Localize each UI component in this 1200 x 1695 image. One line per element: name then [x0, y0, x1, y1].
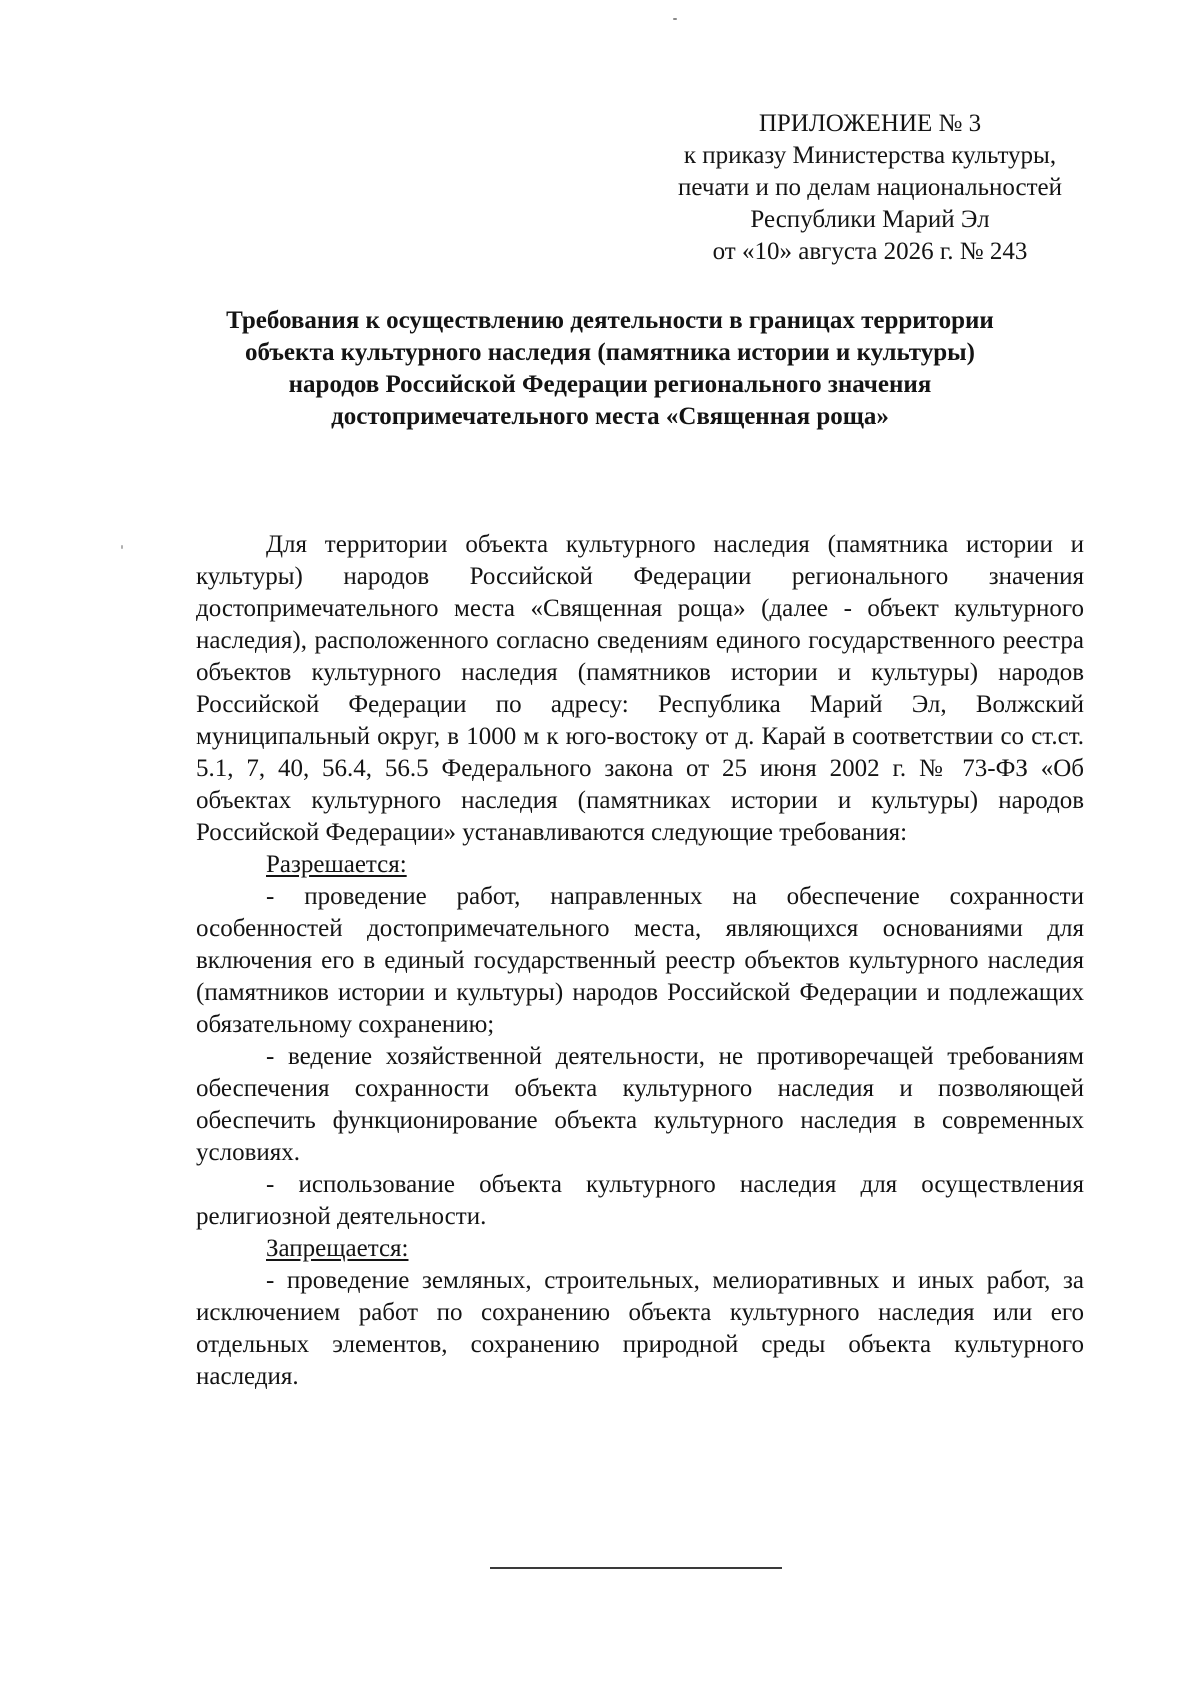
forbidden-item: - проведение земляных, строительных, мелиоративных и иных работ, за исключением работ по сохранению объекта культурного наследия или его отдельных элементов, сохранению природной среды объекта культурного наследия.: [196, 1267, 1084, 1390]
appendix-ministry-line: печати и по делам национальностей: [678, 174, 1062, 201]
title-line: объекта культурного наследия (памятника истории и культуры): [244, 339, 975, 366]
appendix-header: [600, 108, 1140, 268]
allowed-item: - использование объекта культурного наследия для осуществления религиозной деятельности.: [196, 1171, 1084, 1230]
allowed-item: - проведение работ, направленных на обеспечение сохранности особенностей достопримечательного места, являющихся основаниями для включения его в единый государственный реестр объектов культурного наследия (памятников истории и культуры) народов Российской Федерации и подлежащих обязательному сохранению;: [196, 883, 1084, 1038]
allowed-item: - ведение хозяйственной деятельности, не противоречащей требованиям обеспечения сохранности объекта культурного наследия и позволяющей обеспечить функционирование объекта культурного наследия в современных условиях.: [196, 1043, 1084, 1166]
scan-speck: [673, 18, 677, 20]
appendix-republic-line: Республики Марий Эл: [750, 206, 990, 233]
forbidden-heading: Запрещается:: [266, 1235, 409, 1262]
scan-speck: [121, 545, 123, 549]
appendix-date-line: от «10» августа 2026 г. № 243: [712, 238, 1028, 265]
intro-paragraph: Для территории объекта культурного наследия (памятника истории и культуры) народов Российской Федерации регионального значения достопримечательного места «Священная роща» (далее - объект культурного наследия), расположенного согласно сведениям единого государственного реестра объектов культурного наследия (памятников истории и культуры) народов Российской Федерации по адресу: Республика Марий Эл, Волжский муниципальный округ, в 1000 м к юго-востоку от д. Карай в соответствии со ст.ст. 5.1, 7, 40, 56.4, 56.5 Федерального закона от 25 июня 2002 г. № 73-ФЗ «Об объектах культурного наследия (памятниках истории и культуры) народов Российской Федерации» устанавливаются следующие требования:: [196, 531, 1084, 846]
allowed-heading: Разрешается:: [266, 851, 407, 878]
title-line: народов Российской Федерации регионального значения: [288, 371, 932, 398]
title-line: достопримечательного места «Священная роща»: [331, 403, 889, 430]
title-line: Требования к осуществлению деятельности в границах территории: [226, 307, 994, 334]
document-title: [140, 305, 1080, 433]
appendix-order-line: к приказу Министерства культуры,: [683, 142, 1057, 169]
closing-rule: [490, 1567, 782, 1569]
document-body: [196, 529, 1084, 1393]
appendix-number: ПРИЛОЖЕНИЕ № 3: [758, 110, 982, 137]
